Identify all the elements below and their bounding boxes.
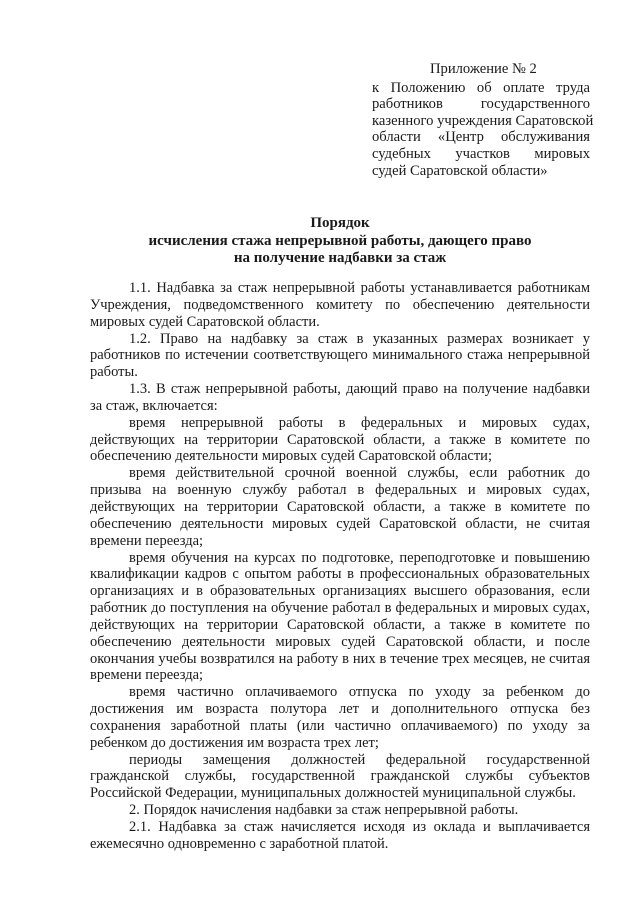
- appendix-line: судей Саратовской области»: [372, 162, 548, 179]
- appendix-line: к Положению об оплате труда: [372, 79, 590, 96]
- paragraph-1-3: 1.3. В стаж непрерывной работы, дающий право на получение надбавки за стаж, включается:: [90, 381, 590, 414]
- paragraph-2: 2. Порядок начисления надбавки за стаж непрерывной работы.: [129, 802, 519, 819]
- paragraph-1-1: 1.1. Надбавка за стаж непрерывной работы устанавливается работникам Учреждения, подведомственного комитету по обеспечению деятельности мировых судей Саратовской области.: [90, 280, 590, 330]
- appendix-line: области «Центр обслуживания: [372, 129, 590, 146]
- list-item-parental-leave: время частично оплачиваемого отпуска по уходу за ребенком до достижения им возраста полутора лет и дополнительного отпуска без сохранения заработной платы (или частично оплачиваемого) по уходу за ребенком до достижения им возраста трех лет;: [90, 684, 590, 751]
- paragraph-2-1: 2.1. Надбавка за стаж начисляется исходя из оклада и выплачивается ежемесячно одновременно с заработной платой.: [90, 819, 590, 852]
- document-body: [90, 280, 590, 853]
- heading-line: исчисления стажа непрерывной работы, дающего право: [148, 232, 532, 249]
- appendix-line: судебных участков мировых: [372, 145, 590, 162]
- appendix-line: работников государственного: [372, 96, 590, 113]
- appendix-title: Приложение № 2: [430, 61, 537, 77]
- list-item-training-courses: время обучения на курсах по подготовке, переподготовке и повышению квалификации кадров с опытом работы в профессиональных образовательных организациях и в образовательных организациях высшего образования, если работник до поступления на обучение работал в федеральных и мировых судах, действующих на территории Саратовской области, а также в комитете по обеспечению деятельности мировых судей Саратовской области, и после окончания учебы возвратился на работу в них в течение трех месяцев, не считая времени переезда;: [90, 549, 590, 684]
- document-heading: [90, 215, 590, 268]
- list-item-civil-service: периоды замещения должностей федеральной государственной гражданской службы, государственной гражданской службы субъектов Российской Федерации, муниципальных должностей муниципальной службы.: [90, 751, 590, 802]
- paragraph-1-2: 1.2. Право на надбавку за стаж в указанных размерах возникает у работников по истечении соответствующего минимального стажа непрерывной работы.: [90, 330, 590, 381]
- appendix-line: казенного учреждения Саратовской: [372, 112, 594, 129]
- appendix-block: [372, 61, 594, 179]
- list-item-military-service: время действительной срочной военной службы, если работник до призыва на военную службу работал в федеральных и мировых судах, действующих на территории Саратовской области, а также в комитете по обеспечению деятельности мировых судей Саратовской области, не считая времени переезда;: [90, 465, 590, 549]
- heading-line: на получение надбавки за стаж: [233, 250, 447, 267]
- list-item-federal-courts: время непрерывной работы в федеральных и мировых судах, действующих на территории Саратовской области, а также в комитете по обеспечению деятельности мировых судей Саратовской области;: [90, 414, 590, 465]
- heading-line: Порядок: [310, 215, 370, 231]
